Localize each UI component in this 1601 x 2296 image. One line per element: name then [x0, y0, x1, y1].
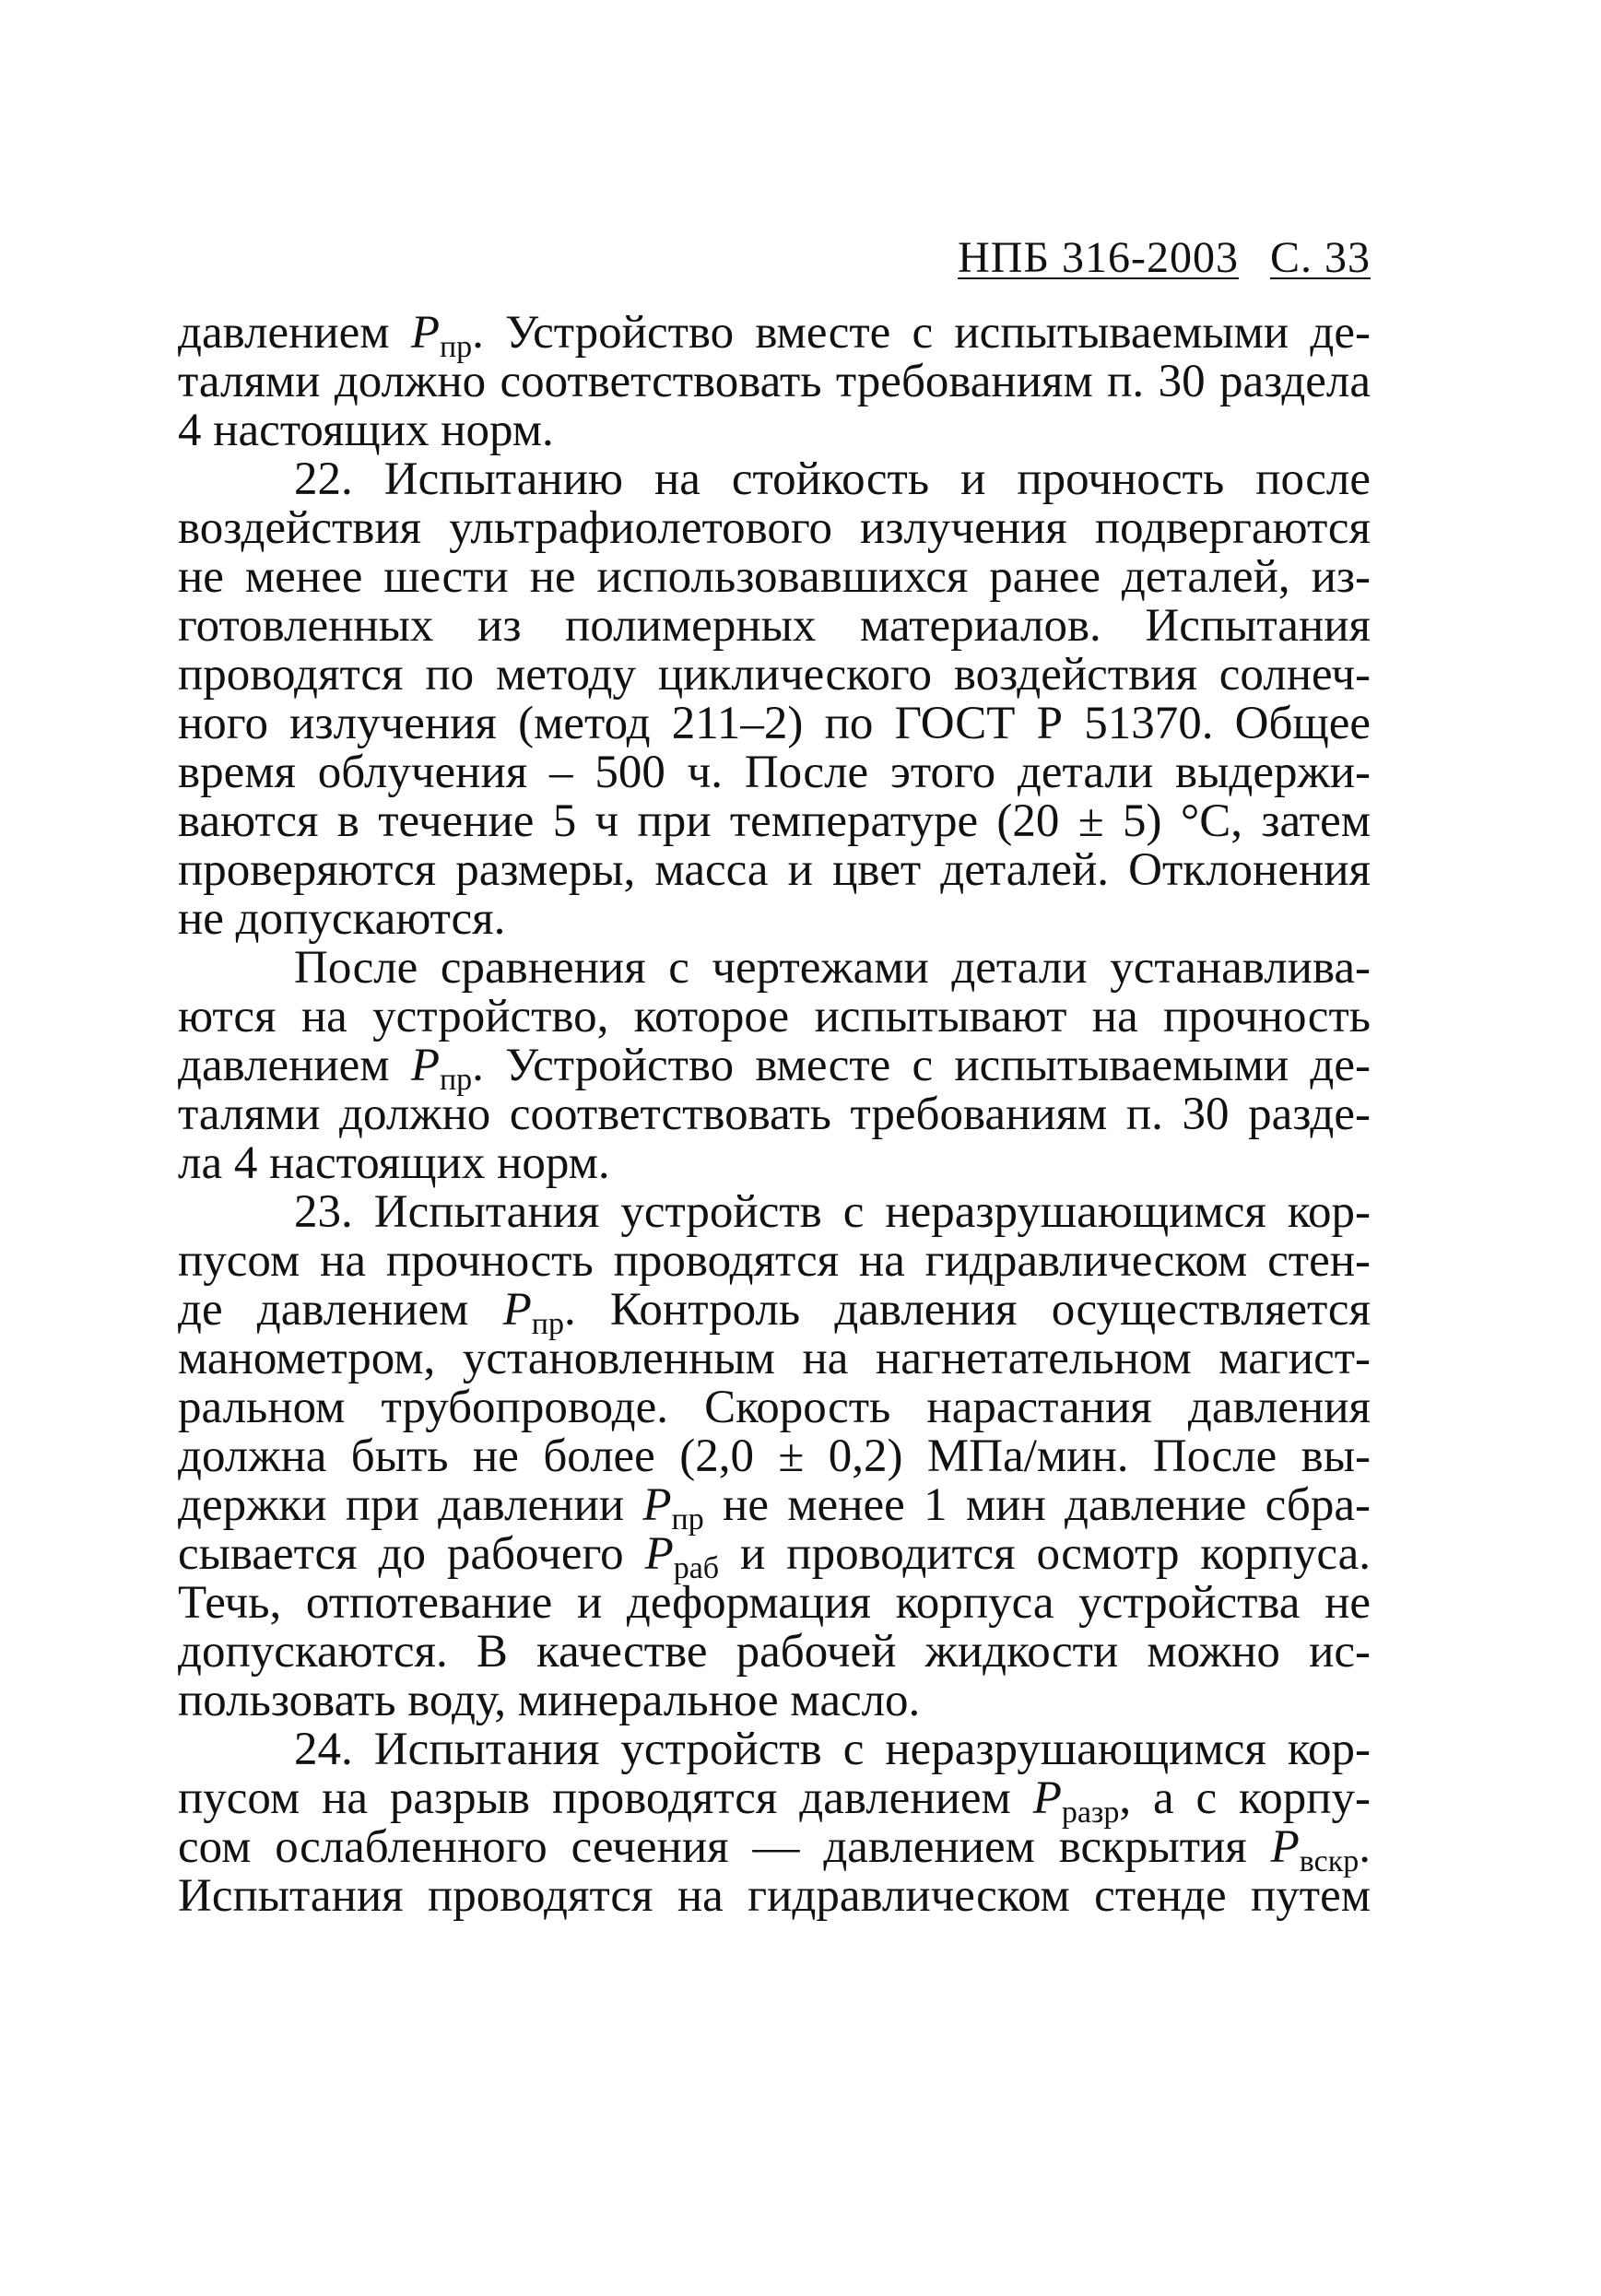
- text-line: пусом на разрыв проводятся давлением $P_{разр}$, а с корпу-: [178, 1772, 1371, 1830]
- text-line: не допускаются.: [178, 893, 506, 945]
- text-line: ральном трубопроводе. Скорость нарастания давления: [178, 1382, 1371, 1433]
- text-line: талями должно соответствовать требованиям п. 30 раздела: [178, 356, 1371, 407]
- document-code: НПБ 316-2003: [958, 233, 1239, 282]
- text-line: 4 настоящих норм.: [178, 405, 554, 456]
- text-line: пусом на прочность проводятся на гидравлическом стен-: [178, 1235, 1371, 1287]
- body-text: [178, 309, 1371, 1921]
- text-line: ются на устройство, которое испытывают на прочность: [178, 991, 1371, 1042]
- text-line: должна быть не более (2,0 ± 0,2) МПа/мин. После вы-: [178, 1431, 1371, 1482]
- text-line: готовленных из полимерных материалов. Испытания: [178, 600, 1371, 652]
- text-line: Течь, отпотевание и деформация корпуса устройства не: [178, 1577, 1371, 1629]
- text-line: пользовать воду, минеральное масло.: [178, 1675, 921, 1726]
- text-line: ваются в течение 5 ч при температуре (20 ± 5) °С, затем: [178, 795, 1371, 847]
- text-line: проводятся по методу циклического воздействия солнеч-: [178, 649, 1371, 701]
- text-line: После сравнения с чертежами детали устанавлива-: [294, 942, 1371, 994]
- text-line: давлением $P_{пр}$. Устройство вместе с испытываемыми де-: [178, 1040, 1371, 1097]
- text-line: сом ослабленного сечения — давлением вскрытия $P_{вскр}$.: [178, 1821, 1371, 1878]
- text-line: талями должно соответствовать требованиям п. 30 разде-: [178, 1089, 1371, 1140]
- text-line: де давлением $P_{пр}$. Контроль давления осуществляется: [178, 1284, 1371, 1341]
- text-line: не менее шести не использовавшихся ранее деталей, из-: [178, 551, 1371, 603]
- page-number: С. 33: [1269, 233, 1371, 282]
- text-line: 24. Испытания устройств с неразрушающимся кор-: [294, 1724, 1371, 1775]
- text-line: допускаются. В качестве рабочей жидкости можно ис-: [178, 1626, 1371, 1678]
- text-line: Испытания проводятся на гидравлическом стенде путем: [178, 1870, 1371, 1922]
- text-line: время облучения – 500 ч. После этого детали выдержи-: [178, 747, 1371, 798]
- page-header: [958, 232, 1371, 283]
- text-line: 23. Испытания устройств с неразрушающимся кор-: [294, 1186, 1371, 1238]
- text-line: проверяются размеры, масса и цвет деталей. Отклонения: [178, 844, 1371, 896]
- text-line: ла 4 настоящих норм.: [178, 1137, 610, 1189]
- text-line: манометром, установленным на нагнетательном магист-: [178, 1333, 1371, 1384]
- text-line: держки при давлении $P_{пр}$ не менее 1 мин давление сбра-: [178, 1479, 1371, 1537]
- text-line: ного излучения (метод 211–2) по ГОСТ Р 51370. Общее: [178, 698, 1371, 749]
- text-line: давлением $P_{пр}$. Устройство вместе с испытываемыми де-: [178, 307, 1371, 364]
- text-line: 22. Испытанию на стойкость и прочность после: [294, 453, 1371, 505]
- text-line: воздействия ультрафиолетового излучения подвергаются: [178, 502, 1371, 554]
- text-line: сывается до рабочего $P_{раб}$ и проводится осмотр корпуса.: [178, 1528, 1371, 1585]
